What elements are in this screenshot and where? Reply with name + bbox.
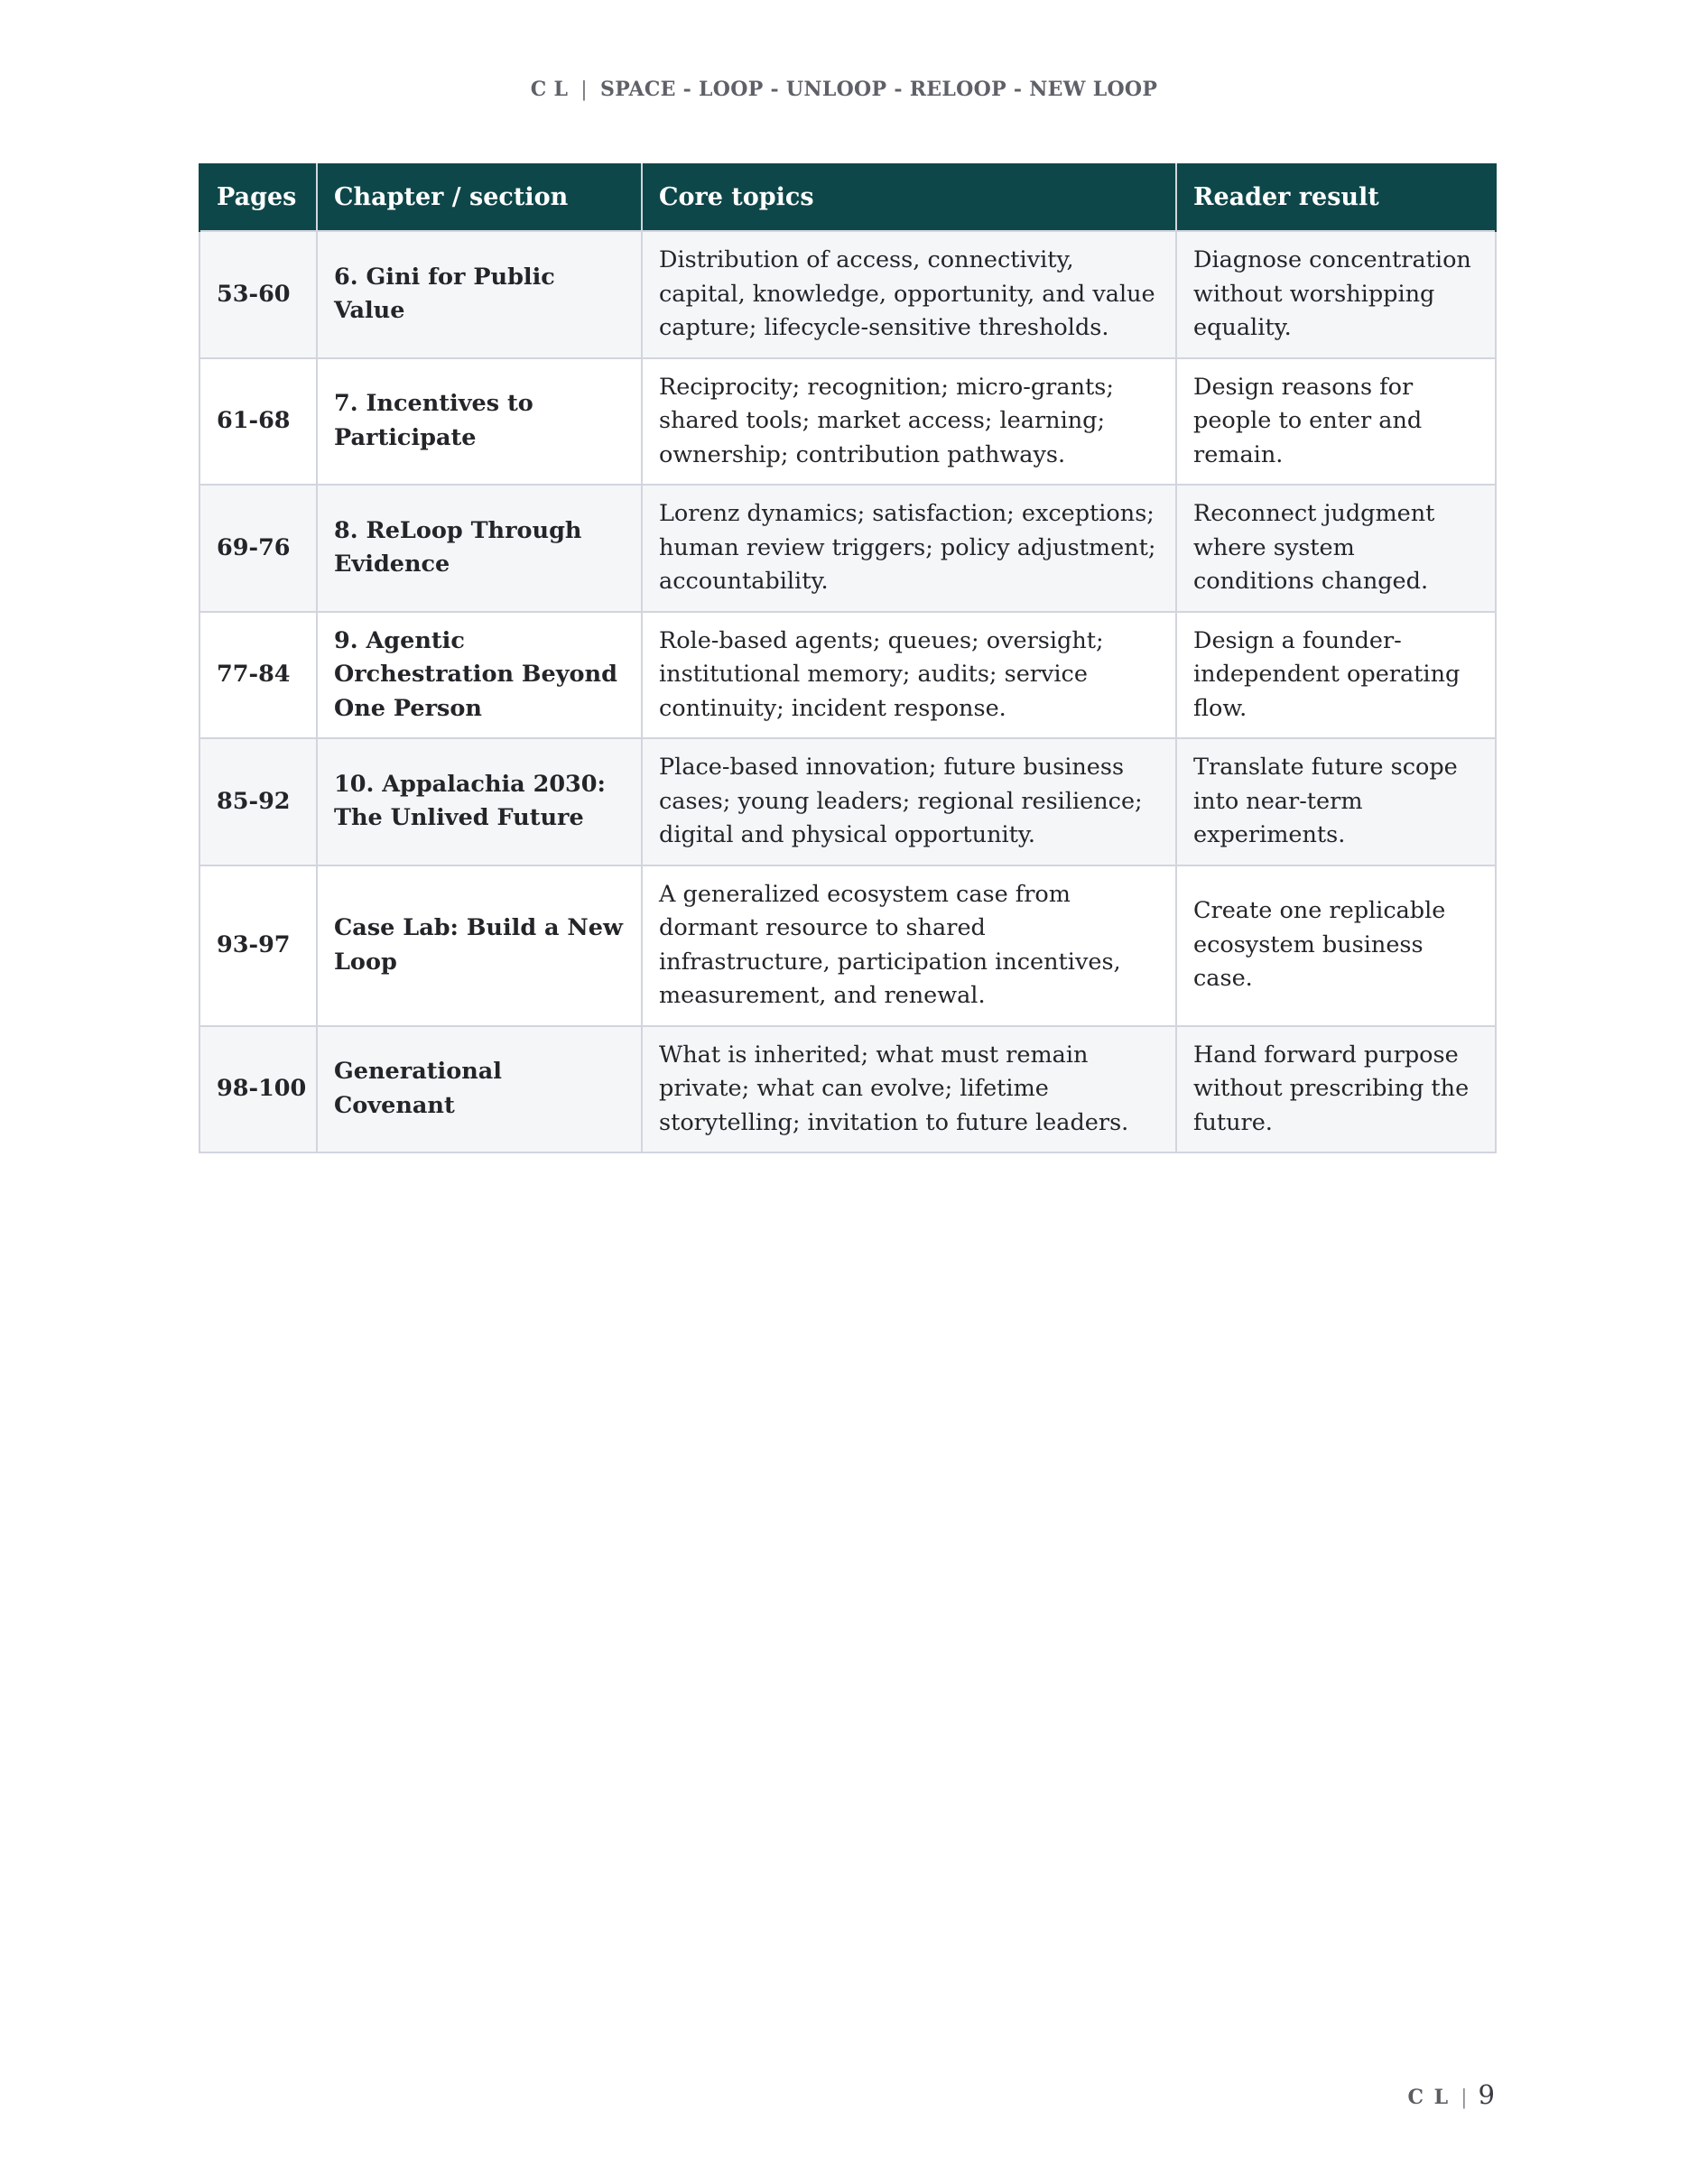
- page-number: 9: [1478, 2079, 1495, 2110]
- header-separator: |: [580, 79, 589, 101]
- running-header: [0, 78, 1688, 101]
- topics-cell: Reciprocity; recognition; micro-grants; shared tools; market access; learning; ownership; contribution pathways.: [642, 358, 1176, 486]
- result-cell: Reconnect judgment where system conditions changed.: [1176, 485, 1496, 612]
- chapter-cell: Generational Covenant: [317, 1026, 642, 1153]
- column-header-topics: Core topics: [642, 163, 1176, 231]
- pages-cell: 69-76: [199, 485, 317, 612]
- pages-cell: 98-100: [199, 1026, 317, 1153]
- chapter-cell: Case Lab: Build a New Loop: [317, 865, 642, 1026]
- column-header-chapter: Chapter / section: [317, 163, 642, 231]
- topics-cell: What is inherited; what must remain private; what can evolve; lifetime storytelling; invitation to future leaders.: [642, 1026, 1176, 1153]
- contents-table: [199, 163, 1497, 1153]
- column-header-pages: Pages: [199, 163, 317, 231]
- chapter-cell: 9. Agentic Orchestration Beyond One Person: [317, 612, 642, 739]
- chapter-cell: 8. ReLoop Through Evidence: [317, 485, 642, 612]
- table-header-row: [199, 163, 1496, 231]
- chapter-cell: 10. Appalachia 2030: The Unlived Future: [317, 738, 642, 865]
- footer-brand: C L: [1407, 2086, 1451, 2109]
- pages-cell: 77-84: [199, 612, 317, 739]
- table-row: [199, 612, 1496, 739]
- result-cell: Hand forward purpose without prescribing the future.: [1176, 1026, 1496, 1153]
- table-row: [199, 231, 1496, 358]
- result-cell: Translate future scope into near-term experiments.: [1176, 738, 1496, 865]
- topics-cell: Place-based innovation; future business cases; young leaders; regional resilience; digital and physical opportunity.: [642, 738, 1176, 865]
- topics-cell: Lorenz dynamics; satisfaction; exceptions; human review triggers; policy adjustment; accountability.: [642, 485, 1176, 612]
- pages-cell: 93-97: [199, 865, 317, 1026]
- pages-cell: 85-92: [199, 738, 317, 865]
- table-row: [199, 1026, 1496, 1153]
- result-cell: Design a founder-independent operating flow.: [1176, 612, 1496, 739]
- topics-cell: Distribution of access, connectivity, capital, knowledge, opportunity, and value capture; lifecycle-sensitive thresholds.: [642, 231, 1176, 358]
- column-header-result: Reader result: [1176, 163, 1496, 231]
- topics-cell: Role-based agents; queues; oversight; institutional memory; audits; service continuity; incident response.: [642, 612, 1176, 739]
- table-row: [199, 865, 1496, 1026]
- pages-cell: 61-68: [199, 358, 317, 486]
- chapter-cell: 7. Incentives to Participate: [317, 358, 642, 486]
- table-row: [199, 485, 1496, 612]
- pages-cell: 53-60: [199, 231, 317, 358]
- footer-separator: |: [1461, 2087, 1468, 2109]
- result-cell: Diagnose concentration without worshipping equality.: [1176, 231, 1496, 358]
- header-subtitle: SPACE - LOOP - UNLOOP - RELOOP - NEW LOOP: [600, 78, 1158, 101]
- result-cell: Design reasons for people to enter and remain.: [1176, 358, 1496, 486]
- result-cell: Create one replicable ecosystem business case.: [1176, 865, 1496, 1026]
- page-footer: [1407, 2079, 1495, 2110]
- table-row: [199, 738, 1496, 865]
- header-brand: C L: [530, 78, 569, 101]
- chapter-cell: 6. Gini for Public Value: [317, 231, 642, 358]
- topics-cell: A generalized ecosystem case from dormant resource to shared infrastructure, participation incentives, measurement, and renewal.: [642, 865, 1176, 1026]
- table-row: [199, 358, 1496, 486]
